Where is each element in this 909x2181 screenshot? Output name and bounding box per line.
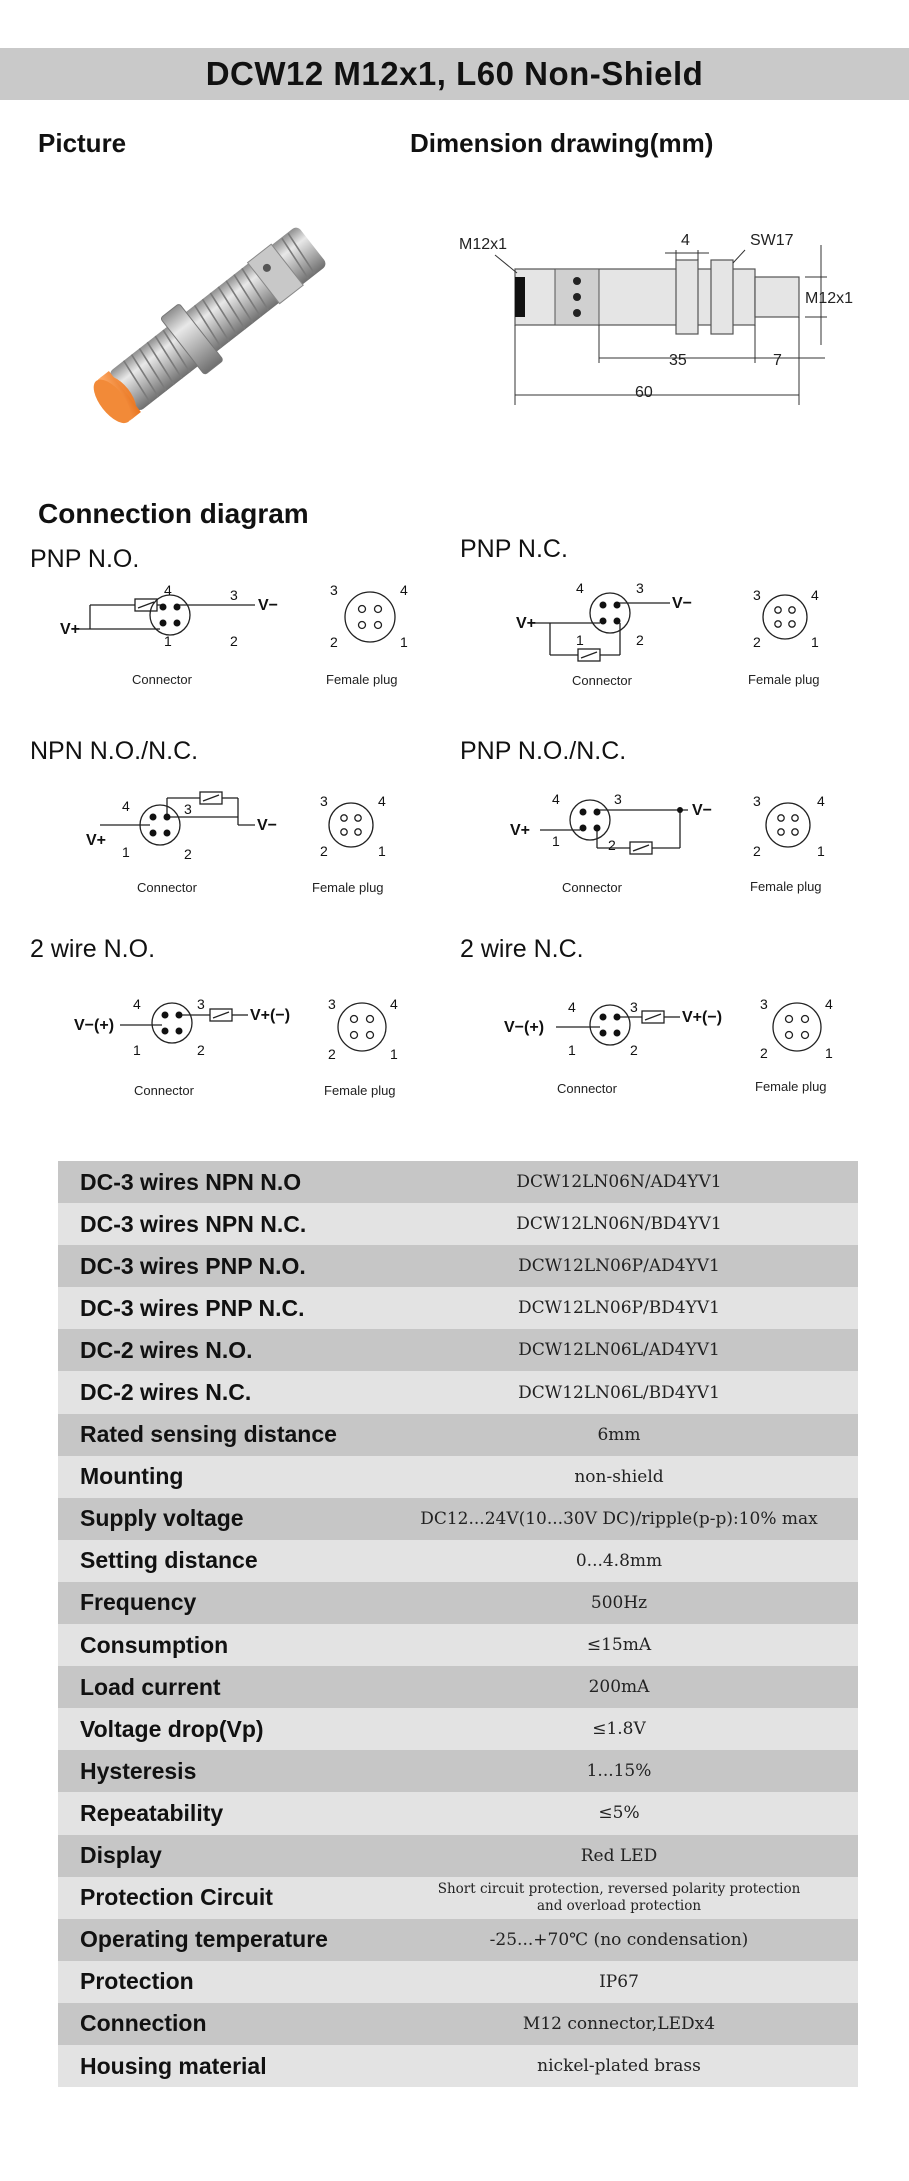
thread-label: M12x1 bbox=[459, 236, 508, 253]
pin-label: 4 bbox=[133, 996, 141, 1012]
spec-value: DCW12LN06P/AD4YV1 bbox=[518, 1256, 720, 1277]
spec-value: 6mm bbox=[597, 1424, 641, 1445]
pin-label: 1 bbox=[400, 634, 408, 650]
table-row bbox=[58, 1961, 858, 2003]
table-row bbox=[58, 1666, 858, 1708]
pin-label: 4 bbox=[552, 791, 560, 807]
diagram-title-2wire-no: 2 wire N.O. bbox=[30, 935, 156, 963]
total-length-label: 60 bbox=[635, 384, 653, 401]
ground-label: V− bbox=[258, 597, 279, 614]
pin-label: 2 bbox=[184, 846, 192, 862]
pin-label: 1 bbox=[390, 1046, 398, 1062]
connector-caption: Connector bbox=[557, 1081, 617, 1096]
spec-name: Frequency bbox=[80, 1589, 197, 1616]
spec-value: ≤15mA bbox=[586, 1635, 652, 1656]
spec-value: IP67 bbox=[599, 1971, 639, 1992]
plug-caption: Female plug bbox=[324, 1083, 396, 1098]
spec-value: DCW12LN06N/BD4YV1 bbox=[516, 1214, 722, 1235]
pin-label: 1 bbox=[552, 833, 560, 849]
picture-heading: Picture bbox=[38, 128, 127, 158]
table-row bbox=[58, 2003, 858, 2045]
spec-value: M12 connector,LEDx4 bbox=[522, 2013, 716, 2034]
pin-label: 3 bbox=[753, 587, 761, 603]
pin-label: 1 bbox=[378, 843, 386, 859]
spec-name: Setting distance bbox=[80, 1547, 258, 1574]
pin-label: 1 bbox=[133, 1042, 141, 1058]
spec-value: -25...+70℃ (no condensation) bbox=[489, 1929, 749, 1950]
pin-label: 4 bbox=[122, 798, 130, 814]
spec-value: Short circuit protection, reversed polarity protection and overload protection bbox=[437, 1880, 801, 1914]
spec-value: Red LED bbox=[580, 1845, 658, 1866]
spec-name: Housing material bbox=[80, 2052, 267, 2079]
pin-label: 2 bbox=[330, 634, 338, 650]
connector-caption: Connector bbox=[562, 880, 622, 895]
diagram-title-npn-no-nc: NPN N.O./N.C. bbox=[30, 737, 199, 765]
spec-value: ≤1.8V bbox=[592, 1719, 646, 1740]
pin-label: 1 bbox=[825, 1045, 833, 1061]
pin-label: 4 bbox=[825, 996, 833, 1012]
spec-value: DCW12LN06L/BD4YV1 bbox=[518, 1382, 720, 1403]
pin-label: 4 bbox=[390, 996, 398, 1012]
spec-value: 200mA bbox=[588, 1677, 650, 1698]
pin-label: 4 bbox=[164, 582, 172, 598]
diagram-title-pnp-no-nc: PNP N.O./N.C. bbox=[460, 737, 627, 765]
wiring-diagram-2wire-nc bbox=[500, 985, 890, 1105]
pin-label: 3 bbox=[630, 999, 638, 1015]
diagram-title-pnp-nc: PNP N.C. bbox=[460, 535, 568, 563]
pin-label: 2 bbox=[230, 633, 238, 649]
table-row bbox=[58, 1203, 858, 1245]
end-length-label: 7 bbox=[773, 352, 782, 369]
sensor-photo bbox=[60, 195, 360, 455]
pin-label: 2 bbox=[320, 843, 328, 859]
ground-label: V+(−) bbox=[250, 1007, 291, 1024]
table-row bbox=[58, 1582, 858, 1624]
pin-label: 1 bbox=[811, 634, 819, 650]
spec-value: 500Hz bbox=[590, 1592, 648, 1613]
pin-label: 3 bbox=[230, 587, 238, 603]
nut-width-label: 4 bbox=[681, 232, 690, 249]
table-row bbox=[58, 1540, 858, 1582]
pin-label: 1 bbox=[164, 633, 172, 649]
ground-label: V− bbox=[672, 595, 693, 612]
spec-name: Load current bbox=[80, 1673, 221, 1700]
plug-caption: Female plug bbox=[326, 672, 398, 687]
wiring-diagram-npn-no-nc bbox=[80, 780, 440, 900]
spec-name: Rated sensing distance bbox=[80, 1421, 337, 1448]
plug-caption: Female plug bbox=[312, 880, 384, 895]
spec-name: Repeatability bbox=[80, 1799, 224, 1826]
table-row bbox=[58, 1414, 858, 1456]
supply-label: V−(+) bbox=[74, 1017, 115, 1034]
spec-value: ≤5% bbox=[598, 1803, 640, 1824]
table-row bbox=[58, 1750, 858, 1792]
pin-label: 1 bbox=[576, 632, 584, 648]
pin-label: 4 bbox=[817, 793, 825, 809]
supply-label: V+ bbox=[60, 621, 81, 638]
spec-name: DC-2 wires N.C. bbox=[80, 1379, 252, 1406]
thread-length-label: 35 bbox=[669, 352, 687, 369]
pin-label: 2 bbox=[760, 1045, 768, 1061]
spec-name: Mounting bbox=[80, 1463, 184, 1490]
pin-label: 2 bbox=[753, 634, 761, 650]
pin-label: 3 bbox=[614, 791, 622, 807]
ground-label: V+(−) bbox=[682, 1009, 723, 1026]
pin-label: 3 bbox=[328, 996, 336, 1012]
pin-label: 2 bbox=[636, 632, 644, 648]
pin-label: 3 bbox=[184, 801, 192, 817]
pin-label: 2 bbox=[197, 1042, 205, 1058]
plug-caption: Female plug bbox=[750, 879, 822, 894]
table-row bbox=[58, 1877, 858, 1919]
pin-label: 3 bbox=[760, 996, 768, 1012]
spec-value: DCW12LN06P/BD4YV1 bbox=[518, 1298, 720, 1319]
pin-label: 3 bbox=[636, 580, 644, 596]
pin-label: 1 bbox=[568, 1042, 576, 1058]
table-row bbox=[58, 1498, 858, 1540]
pin-label: 4 bbox=[811, 587, 819, 603]
spec-table bbox=[58, 1161, 858, 2087]
pin-label: 1 bbox=[817, 843, 825, 859]
spec-value: 1...15% bbox=[586, 1761, 652, 1782]
pin-label: 3 bbox=[330, 582, 338, 598]
spec-value: nickel-plated brass bbox=[537, 2056, 701, 2077]
pin-label: 4 bbox=[400, 582, 408, 598]
table-row bbox=[58, 2045, 858, 2087]
connector-caption: Connector bbox=[134, 1083, 194, 1098]
table-row bbox=[58, 1792, 858, 1834]
table-row bbox=[58, 1624, 858, 1666]
spec-value: DC12...24V(10...30V DC)/ripple(p-p):10% max bbox=[420, 1508, 818, 1529]
spec-name: Display bbox=[80, 1842, 162, 1869]
supply-label: V+ bbox=[510, 822, 531, 839]
supply-label: V+ bbox=[516, 615, 537, 632]
connector-caption: Connector bbox=[132, 672, 192, 687]
pin-label: 3 bbox=[753, 793, 761, 809]
title-bar bbox=[0, 48, 909, 100]
ground-label: V− bbox=[257, 817, 278, 834]
spec-name: Consumption bbox=[80, 1631, 229, 1658]
spec-name: Protection Circuit bbox=[80, 1884, 273, 1911]
supply-label: V−(+) bbox=[504, 1019, 545, 1036]
spec-name: Hysteresis bbox=[80, 1757, 197, 1784]
table-row bbox=[58, 1456, 858, 1498]
connection-heading: Connection diagram bbox=[38, 498, 309, 529]
spec-name: Voltage drop(Vp) bbox=[80, 1715, 264, 1742]
pin-label: 2 bbox=[328, 1046, 336, 1062]
pin-label: 4 bbox=[378, 793, 386, 809]
spec-value: DCW12LN06L/AD4YV1 bbox=[518, 1340, 720, 1361]
table-row bbox=[58, 1708, 858, 1750]
pin-label: 3 bbox=[197, 996, 205, 1012]
spec-name: DC-3 wires PNP N.C. bbox=[80, 1294, 305, 1321]
dimension-heading: Dimension drawing(mm) bbox=[410, 128, 714, 158]
pin-label: 4 bbox=[576, 580, 584, 596]
spec-name: DC-3 wires PNP N.O. bbox=[80, 1252, 306, 1279]
wiring-diagram-pnp-nc bbox=[510, 575, 890, 695]
pin-label: 4 bbox=[568, 999, 576, 1015]
spec-name: DC-2 wires N.O. bbox=[80, 1336, 253, 1363]
supply-label: V+ bbox=[86, 832, 107, 849]
spec-name: Protection bbox=[80, 1968, 194, 1995]
spec-name: Supply voltage bbox=[80, 1505, 244, 1532]
table-row bbox=[58, 1835, 858, 1877]
table-row bbox=[58, 1919, 858, 1961]
dimension-drawing bbox=[455, 215, 875, 415]
connector-caption: Connector bbox=[572, 673, 632, 688]
pin-label: 2 bbox=[753, 843, 761, 859]
pin-label: 1 bbox=[122, 844, 130, 860]
table-row bbox=[58, 1329, 858, 1371]
pin-label: 3 bbox=[320, 793, 328, 809]
spec-value: 0...4.8mm bbox=[575, 1550, 663, 1571]
wrench-size-label: SW17 bbox=[750, 232, 794, 249]
pin-label: 2 bbox=[608, 837, 616, 853]
spec-name: Operating temperature bbox=[80, 1926, 328, 1953]
spec-name: DC-3 wires NPN N.O bbox=[80, 1168, 302, 1195]
table-row bbox=[58, 1245, 858, 1287]
table-row bbox=[58, 1161, 858, 1203]
plug-caption: Female plug bbox=[748, 672, 820, 687]
page-title: DCW12 M12x1, L60 Non-Shield bbox=[205, 55, 704, 92]
spec-name: Connection bbox=[80, 2010, 207, 2037]
ground-label: V− bbox=[692, 802, 713, 819]
diagram-title-pnp-no: PNP N.O. bbox=[30, 545, 140, 573]
wiring-diagram-2wire-no bbox=[70, 985, 440, 1105]
table-row bbox=[58, 1371, 858, 1413]
wiring-diagram-pnp-no bbox=[60, 575, 440, 695]
pin-label: 2 bbox=[630, 1042, 638, 1058]
spec-value: DCW12LN06N/AD4YV1 bbox=[516, 1172, 722, 1193]
connector-caption: Connector bbox=[137, 880, 197, 895]
spec-name: DC-3 wires NPN N.C. bbox=[80, 1210, 307, 1237]
diagram-title-2wire-nc: 2 wire N.C. bbox=[460, 935, 584, 963]
table-row bbox=[58, 1287, 858, 1329]
thread-right-label: M12x1 bbox=[805, 290, 854, 307]
spec-value: non-shield bbox=[574, 1466, 664, 1487]
wiring-diagram-pnp-no-nc bbox=[510, 780, 890, 900]
plug-caption: Female plug bbox=[755, 1079, 827, 1094]
